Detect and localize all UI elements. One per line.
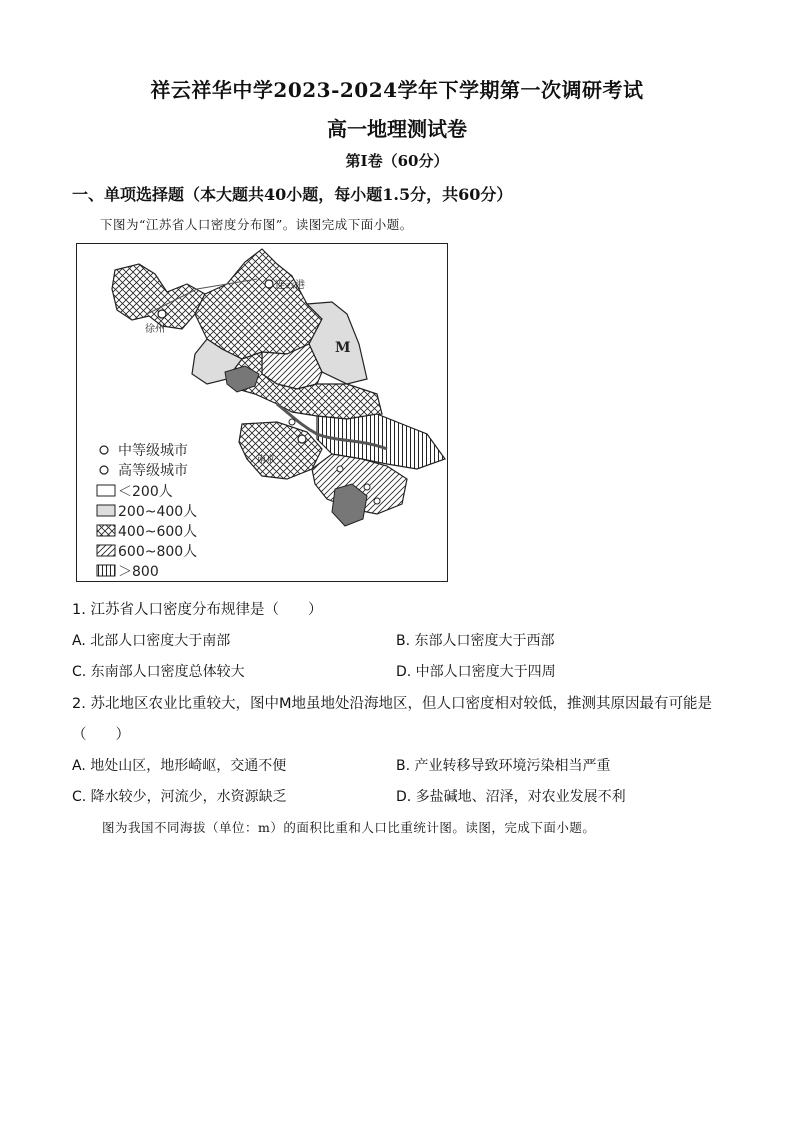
intro-text-2: 图为我国不同海拔（单位：m）的面积比重和人口比重统计图。读图，完成下面小题。 <box>102 820 596 835</box>
region-xuzhou <box>112 264 205 329</box>
legend-lt200: ＜200人 <box>118 484 173 500</box>
jiangsu-population-density-map <box>76 243 448 582</box>
part-label: 第Ⅰ卷（60分） <box>345 152 449 170</box>
legend-gt800: ＞800 <box>118 564 159 580</box>
city-lianyungang-marker <box>265 280 273 288</box>
q2-option-c[interactable]: C. 降水较少，河流少，水资源缺乏 <box>72 789 287 805</box>
legend-200-400: 200~400人 <box>118 504 198 520</box>
city-marker <box>289 419 295 425</box>
legend-600-800: 600~800人 <box>118 544 198 560</box>
intro-text-1: 下图为“江苏省人口密度分布图”。读图完成下面小题。 <box>100 217 413 232</box>
section-heading: 一、单项选择题（本大题共40小题，每小题1.5分，共60分） <box>72 185 513 204</box>
city-nanjing-label: 南京 <box>257 455 276 465</box>
q1-option-c[interactable]: C. 东南部人口密度总体较大 <box>72 664 245 680</box>
city-nanjing-marker <box>298 435 306 443</box>
question-1-stem: 1. 江苏省人口密度分布规律是（ ） <box>72 602 323 618</box>
q2-option-d[interactable]: D. 多盐碱地、沼泽，对农业发展不利 <box>396 789 626 805</box>
city-marker <box>374 498 380 504</box>
q2-option-a[interactable]: A. 地处山区，地形崎岖，交通不便 <box>72 758 287 774</box>
legend-400-600: 400~600人 <box>118 524 198 540</box>
region-north <box>195 249 322 359</box>
q1-option-d[interactable]: D. 中部人口密度大于四周 <box>396 664 556 680</box>
question-2-stem-cont: （ ） <box>72 727 130 743</box>
city-xuzhou-label: 徐州 <box>145 324 165 335</box>
m-label: M <box>335 340 351 356</box>
legend-high-city: 高等级城市 <box>118 463 188 479</box>
map-legend <box>97 442 197 580</box>
q1-option-b[interactable]: B. 东部人口密度大于西部 <box>396 633 555 649</box>
map-figure <box>77 244 447 581</box>
q2-option-b[interactable]: B. 产业转移导致环境污染相当严重 <box>396 758 611 774</box>
city-marker <box>337 466 343 472</box>
city-marker <box>364 484 370 490</box>
question-2-stem: 2. 苏北地区农业比重较大，图中M地虽地处沿海地区，但人口密度相对较低，推测其原因最有可能是 <box>72 696 712 712</box>
city-lianyungang-label: 连云港 <box>275 280 305 291</box>
legend-medium-city: 中等级城市 <box>118 443 188 459</box>
city-xuzhou-marker <box>158 310 166 318</box>
exam-subtitle: 高一地理测试卷 <box>327 117 467 141</box>
exam-title: 祥云祥华中学2023-2024学年下学期第一次调研考试 <box>150 78 644 102</box>
q1-option-a[interactable]: A. 北部人口密度大于南部 <box>72 633 231 649</box>
